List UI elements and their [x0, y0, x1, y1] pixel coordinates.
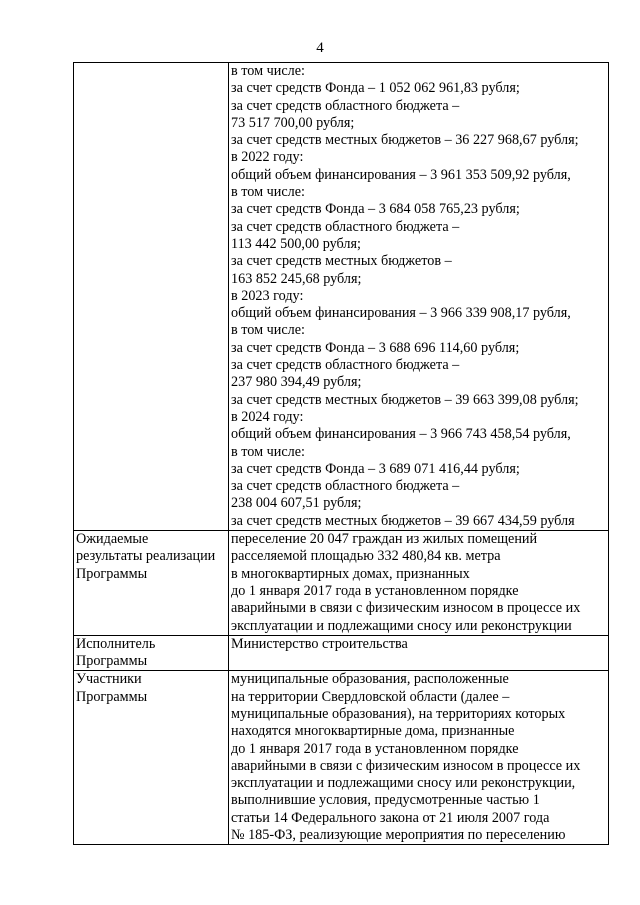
text-line: 73 517 700,00 рубля; [231, 114, 355, 131]
text-line: за счет средств областного бюджета – [231, 218, 460, 235]
program-passport-table [73, 62, 609, 845]
text-line: выполнившие условия, предусмотренные частью 1 [231, 792, 540, 809]
label-line: Участники [76, 671, 142, 688]
text-line: за счет средств областного бюджета – [231, 357, 460, 374]
table-row-expected-results [74, 531, 609, 636]
text-line: до 1 января 2017 года в установленном порядке [231, 740, 519, 757]
label-line: Программы [76, 653, 148, 670]
text-line: 237 980 394,49 рубля; [231, 374, 362, 391]
text-line: в том числе: [231, 184, 305, 201]
row-label [74, 63, 229, 531]
row-value [229, 635, 609, 671]
text-line: в 2022 году: [231, 149, 304, 166]
text-line: муниципальные образования), на территориях которых [231, 705, 566, 722]
text-line: за счет средств Фонда – 3 689 071 416,44 рубля; [231, 460, 520, 477]
table-row-financing [74, 63, 609, 531]
text-line: Министерство строительства [231, 635, 408, 652]
text-line: общий объем финансирования – 3 966 743 458,54 рубля, [231, 426, 571, 443]
text-line: за счет средств местных бюджетов – [231, 253, 452, 270]
text-line: за счет средств местных бюджетов – 36 227 968,67 рубля; [231, 132, 579, 149]
text-line: 238 004 607,51 рубля; [231, 495, 362, 512]
text-line: за счет средств Фонда – 3 684 058 765,23 рубля; [231, 201, 520, 218]
text-line: в том числе: [231, 322, 305, 339]
text-line: № 185-ФЗ, реализующие мероприятия по переселению [231, 827, 566, 844]
text-line: до 1 января 2017 года в установленном порядке [231, 582, 519, 599]
text-line: расселяемой площадью 332 480,84 кв. метра [231, 548, 501, 565]
text-line: за счет средств местных бюджетов – 39 663 399,08 рубля; [231, 391, 579, 408]
text-line: статьи 14 Федерального закона от 21 июля 2007 года [231, 809, 550, 826]
row-label [74, 531, 229, 636]
label-line: Исполнитель [76, 635, 156, 652]
text-line: за счет средств областного бюджета – [231, 97, 460, 114]
text-line: муниципальные образования, расположенные [231, 671, 509, 688]
label-line: результаты реализации [76, 548, 216, 565]
text-line: за счет средств Фонда – 1 052 062 961,83 рубля; [231, 80, 520, 97]
text-line: 113 442 500,00 рубля; [231, 235, 361, 252]
row-label [74, 671, 229, 845]
text-line: в 2024 году: [231, 408, 304, 425]
text-line: в 2023 году: [231, 287, 304, 304]
text-line: за счет средств местных бюджетов – 39 667 434,59 рубля [231, 512, 575, 529]
row-value [229, 63, 609, 531]
text-line: находятся многоквартирные дома, признанные [231, 723, 515, 740]
row-label [74, 635, 229, 671]
text-line: в том числе: [231, 443, 305, 460]
page-number: 4 [316, 40, 324, 56]
text-line: общий объем финансирования – 3 961 353 509,92 рубля, [231, 166, 571, 183]
text-line: за счет средств Фонда – 3 688 696 114,60 рубля; [231, 339, 520, 356]
row-value [229, 671, 609, 845]
text-line: переселение 20 047 граждан из жилых помещений [231, 531, 538, 548]
table-row-executor [74, 635, 609, 671]
label-line: Ожидаемые [76, 531, 149, 548]
text-line: 163 852 245,68 рубля; [231, 270, 362, 287]
text-line: в том числе: [231, 63, 305, 79]
text-line: общий объем финансирования – 3 966 339 908,17 рубля, [231, 305, 571, 322]
row-value [229, 531, 609, 636]
text-line: аварийными в связи с физическим износом в процессе их [231, 600, 581, 617]
text-line: на территории Свердловской области (далее – [231, 688, 510, 705]
label-line: Программы [76, 688, 148, 705]
text-line: в многоквартирных домах, признанных [231, 565, 470, 582]
text-line: аварийными в связи с физическим износом в процессе их [231, 757, 581, 774]
table-row-participants [74, 671, 609, 845]
text-line: за счет средств областного бюджета – [231, 478, 460, 495]
text-line: эксплуатации и подлежащими сносу или реконструкции [231, 617, 572, 634]
text-line: эксплуатации и подлежащими сносу или реконструкции, [231, 775, 576, 792]
label-line: Программы [76, 565, 148, 582]
